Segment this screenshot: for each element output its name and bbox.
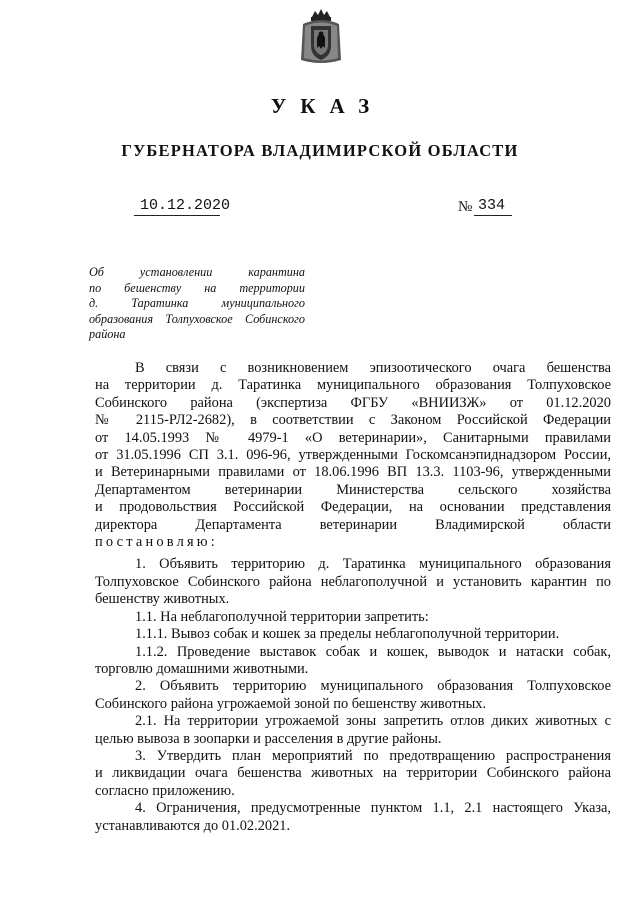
item-1 <box>95 556 611 608</box>
body-line: 2.1. На территории угрожаемой зоны запретить отлов диких животных с <box>135 713 611 730</box>
body-line: и Ветеринарными правилами от 18.06.1996 ВП 13.3. 1103-96, утвержденными <box>95 464 611 481</box>
subject-line: Об установлении карантина <box>89 265 305 279</box>
body-line: 1. Объявить территорию д. Таратинка муниципального образования <box>135 556 611 573</box>
body-line: 1.1.2. Проведение выставок собак и кошек, выводок и натаски собак, <box>135 643 611 660</box>
item-2-1 <box>95 713 611 748</box>
document-number-label: № <box>458 199 473 215</box>
body-line: 1.1. На неблагополучной территории запретить: <box>135 608 429 625</box>
decree-word: постановляю: <box>95 534 218 551</box>
item-1-1-1 <box>95 626 611 643</box>
number-underline <box>474 215 512 216</box>
body-line: от 14.05.1993 № 4979-1 «О ветеринарии», Санитарными правилами <box>95 429 611 446</box>
body-line: Собинского района угрожаемой зоной по бешенству животных. <box>95 695 487 712</box>
body-line: В связи с возникновением эпизоотического очага бешенства <box>135 360 611 376</box>
document-title: УКАЗ <box>270 94 384 118</box>
item-1-1-2 <box>95 644 611 679</box>
document-date: 10.12.2020 <box>140 197 231 214</box>
document-body <box>95 360 611 835</box>
body-line: целью вывоза в зоопарки и расселения в другие районы. <box>95 730 442 747</box>
body-line: директора Департамента ветеринарии Владимирской области <box>95 516 611 533</box>
item-3 <box>95 748 611 800</box>
coat-of-arms-emblem <box>299 8 343 66</box>
body-line: бешенству животных. <box>95 591 230 608</box>
date-underline <box>134 215 220 216</box>
document-subject <box>89 265 305 343</box>
item-2 <box>95 678 611 713</box>
subject-line: д. Таратинка муниципального <box>89 296 305 311</box>
subject-line: образования Толпуховское Собинского <box>89 311 305 326</box>
body-line: 1.1.1. Вывоз собак и кошек за пределы неблагополучной территории. <box>135 626 560 643</box>
document-issuer: ГУБЕРНАТОРА ВЛАДИМИРСКОЙ ОБЛАСТИ <box>121 141 519 160</box>
body-line: устанавливаются до 01.02.2021. <box>95 817 291 834</box>
body-line: 2. Объявить территорию муниципального образования Толпуховское <box>135 678 611 695</box>
preamble-paragraph <box>95 360 611 551</box>
body-line: на территории д. Таратинка муниципального образования Толпуховское <box>95 377 611 394</box>
item-1-1 <box>95 609 611 626</box>
body-line: и ликвидации очага бешенства животных на территории Собинского района <box>95 765 611 782</box>
body-line: от 31.05.1996 СП 3.1. 096-96, утвержденными Госкомсанэпиднадзором России, <box>95 447 611 464</box>
body-line: 4. Ограничения, предусмотренные пунктом 1.1, 2.1 настоящего Указа, <box>135 800 611 817</box>
document-number: 334 <box>478 197 506 214</box>
body-line: Толпуховское Собинского района неблагополучной и установить карантин по <box>95 573 611 590</box>
body-line: 3. Утвердить план мероприятий по предотвращению распространения <box>135 747 611 764</box>
subject-line: района <box>89 327 126 342</box>
body-line: № 2115-РЛ2-2682), в соответствии с Законом Российской Федерации <box>95 412 611 429</box>
body-line: Департаментом ветеринарии Министерства сельского хозяйства <box>95 481 611 498</box>
body-line: Собинского района (экспертиза ФГБУ «ВНИИЗЖ» от 01.12.2020 <box>95 394 611 411</box>
body-line: согласно приложению. <box>95 782 235 799</box>
subject-line: по бешенству на территории <box>89 280 305 295</box>
body-line: торговлю домашними животными. <box>95 660 309 677</box>
body-line: и продовольствия Российской Федерации, на основании представления <box>95 499 611 516</box>
item-4 <box>95 800 611 835</box>
